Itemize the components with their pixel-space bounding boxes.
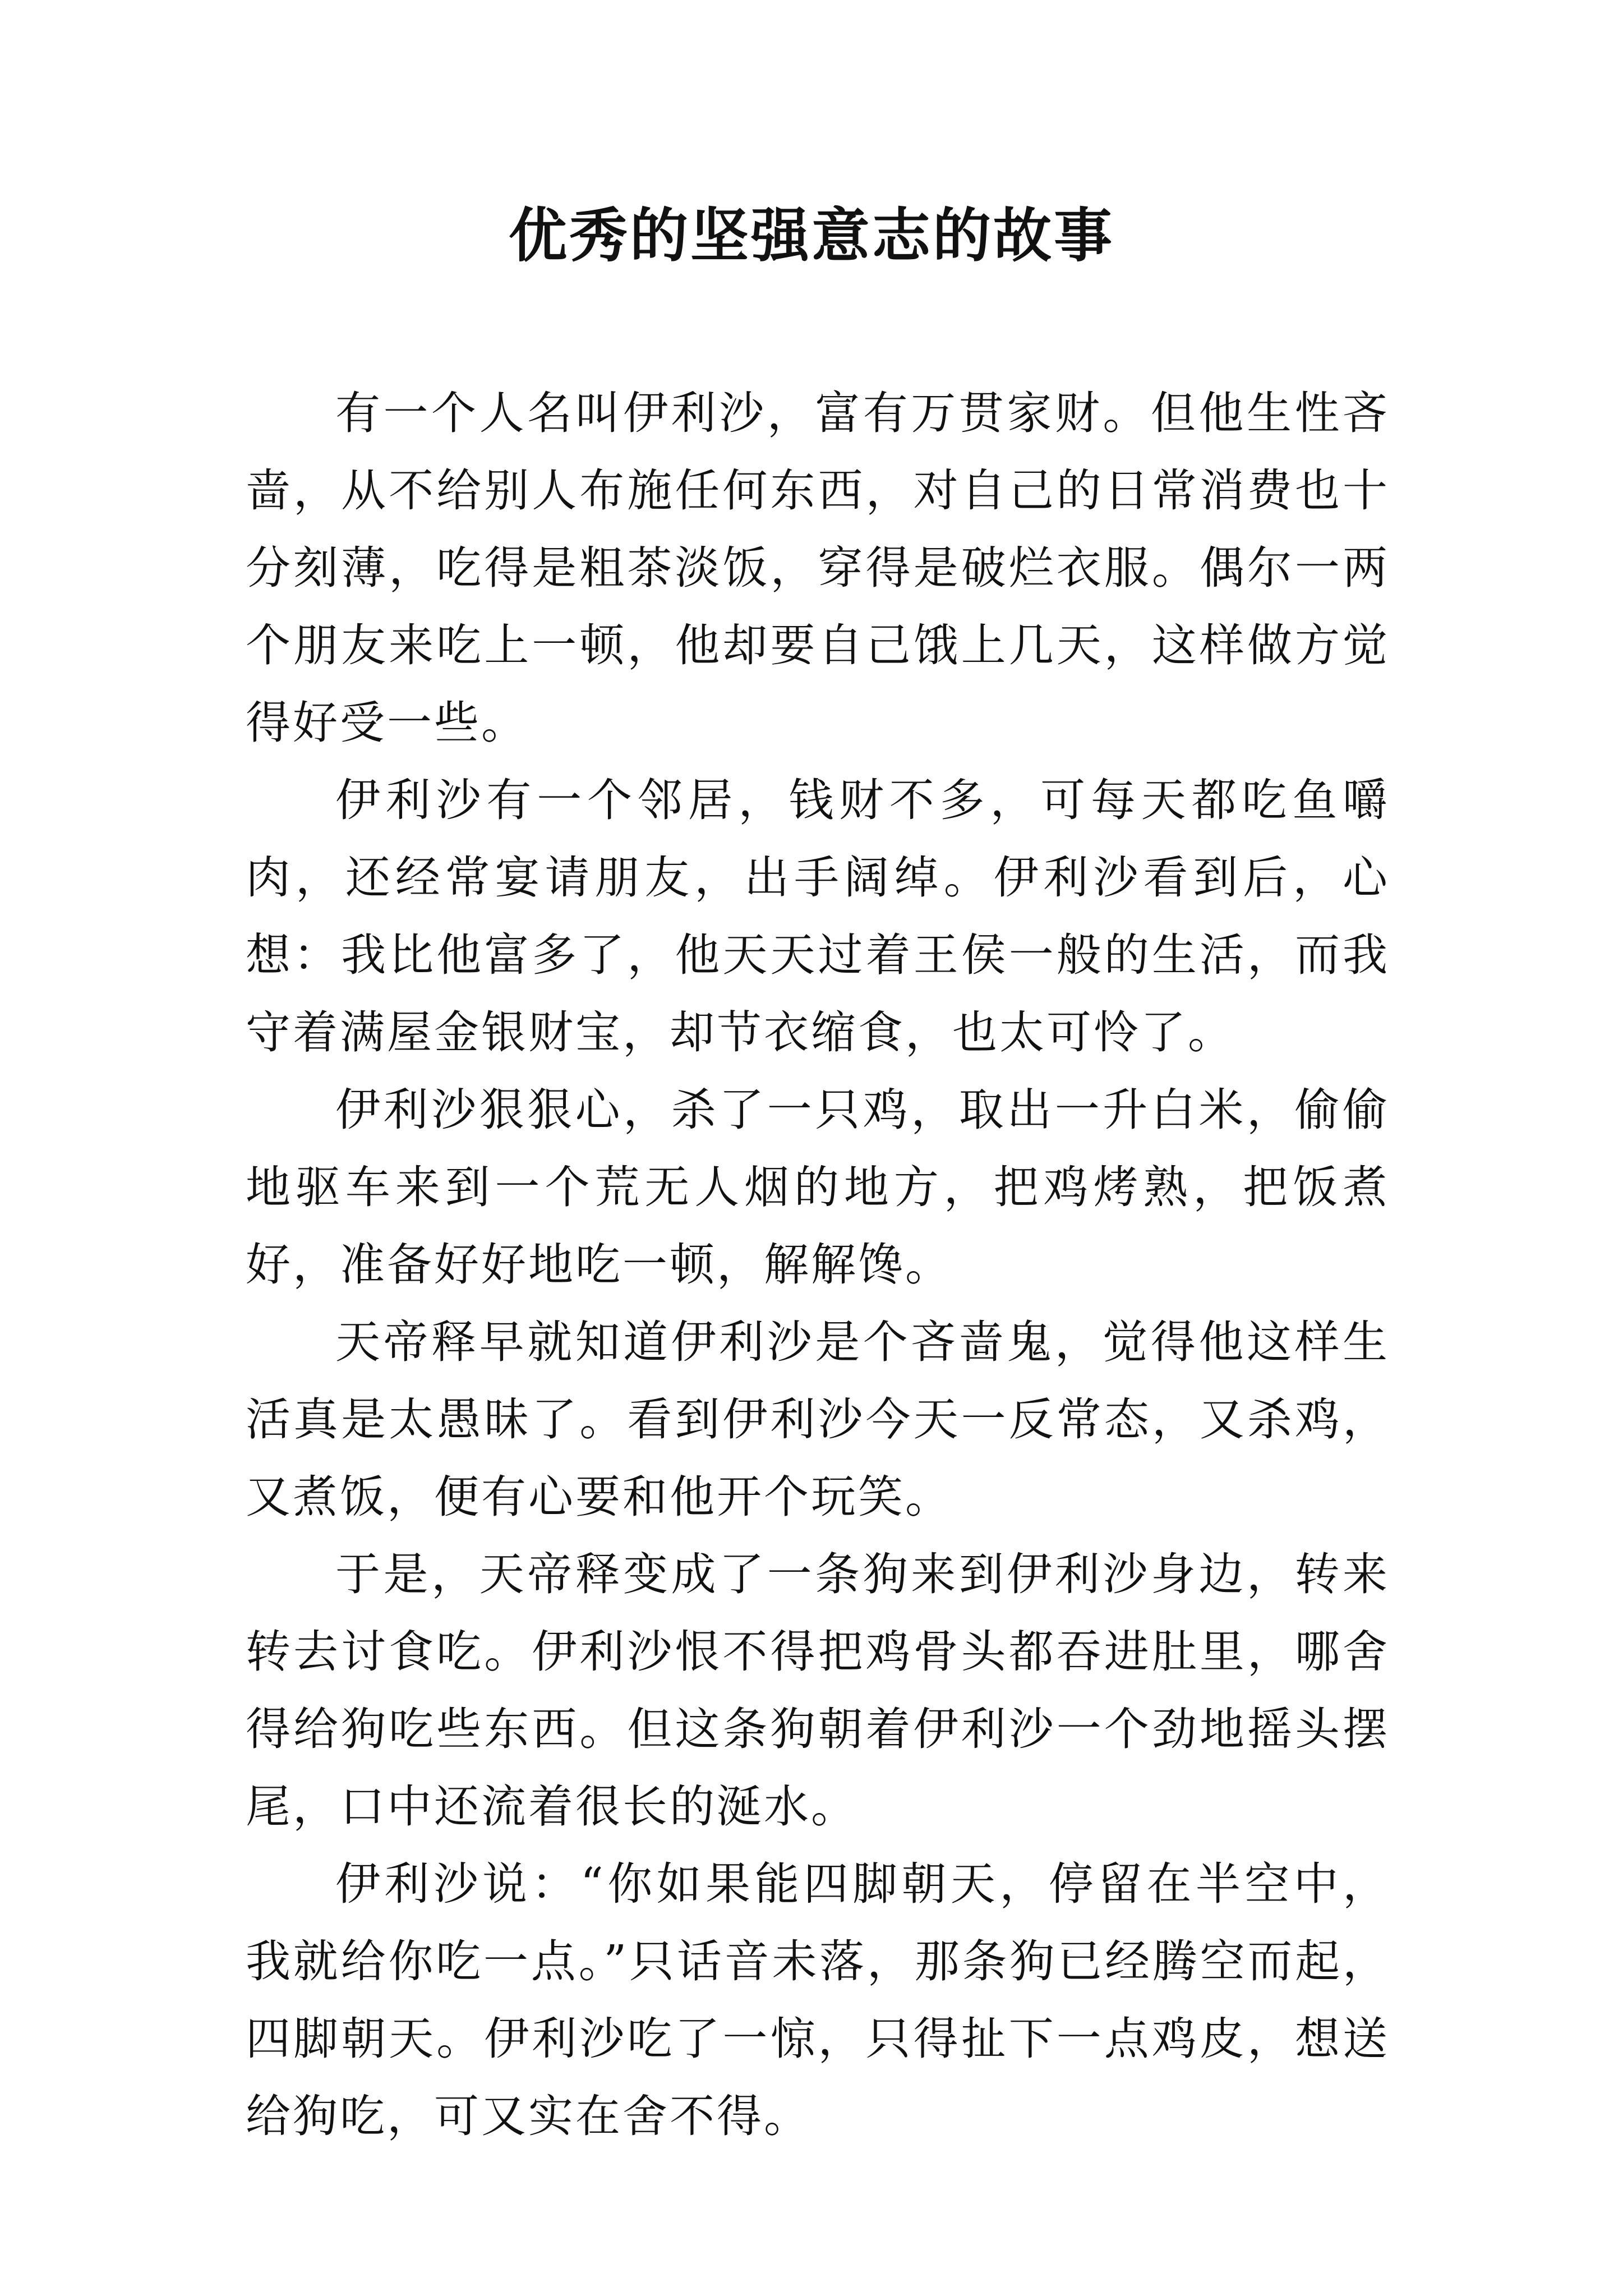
paragraph-1: 有一个人名叫伊利沙，富有万贯家财。但他生性吝啬，从不给别人布施任何东西，对自己的日常消费也十分刻薄，吃得是粗茶淡饭，穿得是破烂衣服。偶尔一两个朋友来吃上一顿，他却要自己饿上几天，这样做方觉得好受一些。 [246, 387, 1390, 749]
paragraph-6: 伊利沙说：“你如果能四脚朝天，停留在半空中，我就给你吃一点。”只话音未落，那条狗已经腾空而起，四脚朝天。伊利沙吃了一惊，只得扯下一点鸡皮，想送给狗吃，可又实在舍不得。 [246, 1858, 1390, 2142]
document-title: 优秀的坚强意志的故事 [508, 201, 1114, 270]
paragraph-3: 伊利沙狠狠心，杀了一只鸡，取出一升白米，偷偷地驱车来到一个荒无人烟的地方，把鸡烤熟，把饭煮好，准备好好地吃一顿，解解馋。 [246, 1084, 1390, 1291]
document-body [246, 375, 1390, 2155]
paragraph-5: 于是，天帝释变成了一条狗来到伊利沙身边，转来转去讨食吃。伊利沙恨不得把鸡骨头都吞进肚里，哪舍得给狗吃些东西。但这条狗朝着伊利沙一个劲地摇头摆尾，口中还流着很长的涎水。 [246, 1548, 1390, 1833]
paragraph-4: 天帝释早就知道伊利沙是个吝啬鬼，觉得他这样生活真是太愚昧了。看到伊利沙今天一反常态，又杀鸡，又煮饭，便有心要和他开个玩笑。 [246, 1316, 1390, 1523]
paragraph-2: 伊利沙有一个邻居，钱财不多，可每天都吃鱼嚼肉，还经常宴请朋友，出手阔绰。伊利沙看到后，心想：我比他富多了，他天天过着王侯一般的生活，而我守着满屋金银财宝，却节衣缩食，也太可怜了。 [246, 774, 1390, 1059]
